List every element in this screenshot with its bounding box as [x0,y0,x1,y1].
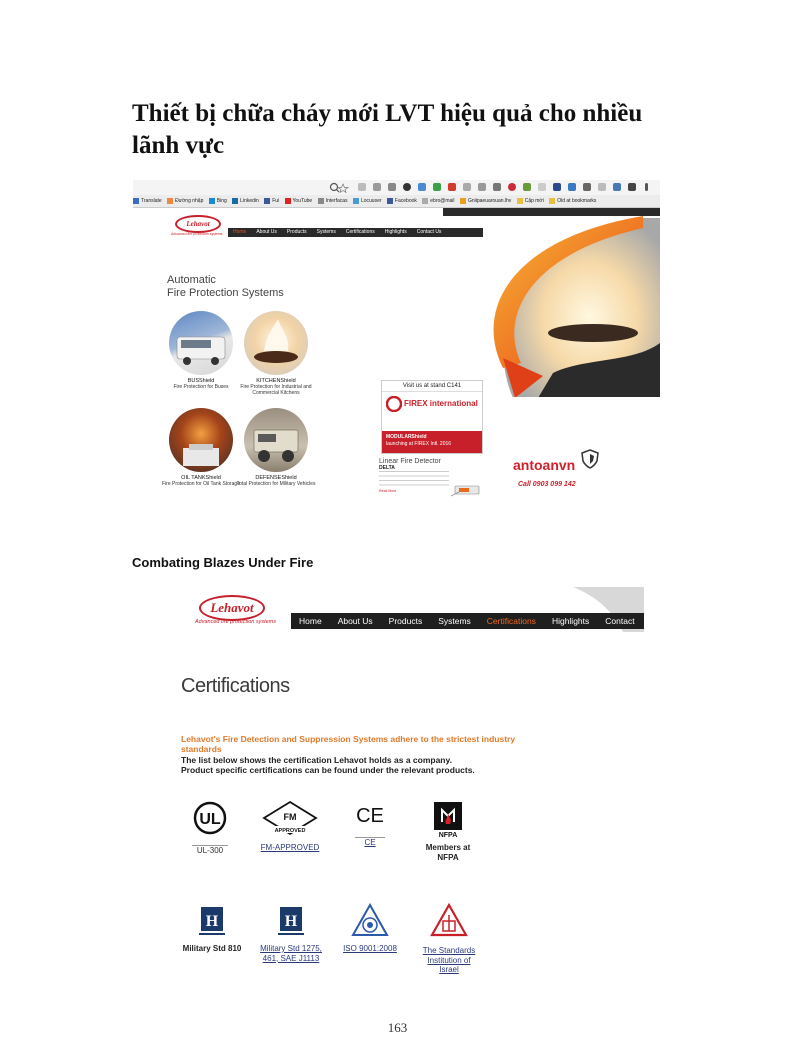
firex-visit-text: Visit us at stand C141 [382,381,482,392]
extension-icon[interactable] [538,183,546,191]
kitchen-image[interactable] [244,311,308,375]
bookmark-item[interactable]: Translate [133,195,162,207]
bookmark-item[interactable]: Gniipaeuarouan.lhv [460,195,511,207]
extension-icon[interactable] [418,183,426,191]
hl-logo-icon [276,905,306,939]
watermark-area [508,397,660,517]
fm-approved-logo-icon [260,800,320,838]
nav-products[interactable]: Products [286,229,307,235]
product-caption: DEFENSEShield Total Protection for Military Vehicles [236,475,316,487]
bookmark-item[interactable]: Đường nhập [167,195,203,207]
main-nav [228,228,483,237]
nav-certifications[interactable]: Certifications [486,616,536,626]
cert-ul[interactable] [173,800,250,856]
cert-label[interactable]: The Standards Institution of Israel [422,946,476,974]
extension-icon[interactable] [523,183,531,191]
svg-text:CE: CE [356,805,384,827]
extension-icon[interactable] [358,183,366,191]
cert-label: Members at NFPA [425,843,471,862]
watermark-call: Call 0903 099 142 [518,481,576,488]
extension-icon[interactable] [463,183,471,191]
extension-icon[interactable] [598,183,606,191]
bookmark-item[interactable]: Bing [209,195,227,207]
extension-icon[interactable] [583,183,591,191]
browser-toolbar [133,180,660,196]
svg-text:FM: FM [283,812,297,822]
nav-contact[interactable]: Contact [605,616,635,626]
nav-about[interactable]: About Us [256,229,277,235]
firex-banner[interactable] [381,380,483,454]
military-vehicle-image[interactable] [244,408,308,472]
extension-icon[interactable] [478,183,486,191]
ce-logo-icon [350,800,390,830]
cert-nfpa[interactable] [408,800,488,862]
nav-highlights[interactable]: Highlights [384,229,407,235]
certifications-screenshot [173,587,644,980]
main-nav [291,613,644,629]
cert-label[interactable]: ISO 9001:2008 [343,944,397,953]
cert-sii[interactable] [409,903,489,975]
nav-products[interactable]: Products [388,616,423,626]
lehavot-logo[interactable]: Lehavot [199,595,265,621]
homepage-screenshot [133,180,660,517]
nav-systems[interactable]: Systems [438,616,471,626]
svg-text:H: H [205,913,219,930]
firex-logo-icon [386,396,402,412]
menu-icon[interactable] [645,183,648,191]
linear-detector-block: Linear Fire Detector DELTA Read More [379,458,484,494]
bookmark-item[interactable]: YouTube [285,195,313,207]
firex-modular: MODULARShield launching at FIREX Intl. 2016 [382,431,482,453]
bookmark-item[interactable]: Interfacas [318,195,348,207]
extension-icon[interactable] [388,183,396,191]
bookmark-item[interactable]: Linkedin [232,195,259,207]
extension-icon[interactable] [613,183,621,191]
lehavot-logo[interactable]: Lehavot [175,215,221,233]
sii-logo-icon [429,903,469,941]
nav-highlights[interactable]: Highlights [551,616,590,626]
extension-icon[interactable] [628,183,636,191]
search-icon [329,182,349,193]
extension-icon[interactable] [568,183,576,191]
certifications-body: The list below shows the certification Lehavot holds as a company. Product specific certifications can be found under the relevant products. [181,755,475,775]
section-heading: Combating Blazes Under Fire [132,555,314,570]
certifications-heading: Certifications [181,675,290,697]
bookmark-item[interactable]: Old at bookmarks [549,195,596,207]
product-caption: OIL TANKShield Fire Protection for Oil Tank Storage [162,475,240,487]
extension-icon[interactable] [433,183,441,191]
page-number: 163 [387,1020,408,1035]
certifications-lead: Lehavot's Fire Detection and Suppression Systems adhere to the strictest industry standards [181,734,516,754]
watermark-brand: antoanvn [513,457,576,473]
cert-mil-1275[interactable] [251,905,331,963]
svg-text:NFPA: NFPA [438,832,458,838]
section-heading: Automatic Fire Protection Systems [167,274,284,299]
nav-home[interactable]: Home [299,616,322,626]
extension-icon[interactable] [553,183,561,191]
svg-text:UL: UL [199,811,221,828]
cert-mil-810[interactable] [173,905,252,954]
bookmark-item[interactable]: Fui [264,195,279,207]
product-caption: BUSShield Fire Protection for Buses [173,378,229,390]
bus-image[interactable] [169,311,233,375]
bookmark-item[interactable]: ebro@mail [422,195,454,207]
cert-label: Military Std 810 [182,944,242,953]
firex-name: FIREX international [404,399,478,408]
nav-contact[interactable]: Contact Us [416,229,442,235]
extension-icon[interactable] [373,183,381,191]
cert-ce[interactable] [330,800,410,848]
svg-text:APPROVED: APPROVED [274,828,306,834]
pinterest-icon[interactable] [508,183,516,191]
extension-icon[interactable] [493,183,501,191]
ul-logo-icon [190,800,230,838]
detector-product-icon [451,480,483,500]
iso-logo-icon [350,903,390,939]
bookmark-item[interactable]: Facebook [387,195,417,207]
product-caption: KITCHENShield Fire Protection for Industrial and Commercial Kitchens [240,378,312,396]
oil-tank-image[interactable] [169,408,233,472]
cert-fm[interactable] [250,800,330,853]
cert-label[interactable]: CE [355,837,385,848]
nav-about[interactable]: About Us [337,616,373,626]
nfpa-logo-icon [430,800,466,838]
cert-iso[interactable] [330,903,410,954]
nav-certifications[interactable]: Certifications [345,229,375,235]
bookmark-item[interactable]: Locuuser [353,195,382,207]
page-title: Thiết bị chữa cháy mới LVT hiệu quả cho nhiều lãnh vực [132,100,643,159]
extension-icon[interactable] [403,183,411,191]
cert-label: UL-300 [192,845,228,856]
logo-tagline: Advanced fire protection systems [171,232,223,236]
nav-systems[interactable]: Systems [316,229,336,235]
extension-icon[interactable] [448,183,456,191]
nav-home[interactable]: Home [233,229,247,235]
read-more-link[interactable]: Read More [379,489,397,493]
cert-label[interactable]: FM-APPROVED [260,843,320,852]
svg-text:H: H [284,913,298,930]
shield-icon [580,449,600,469]
hl-logo-icon [197,905,227,939]
logo-tagline: Advanced fire protection systems [195,619,277,625]
bookmark-item[interactable]: Cập mới [517,195,544,207]
cert-label[interactable]: Military Std 1275, 461, SAE J1113 [260,944,322,963]
bookmarks-bar [133,195,660,208]
